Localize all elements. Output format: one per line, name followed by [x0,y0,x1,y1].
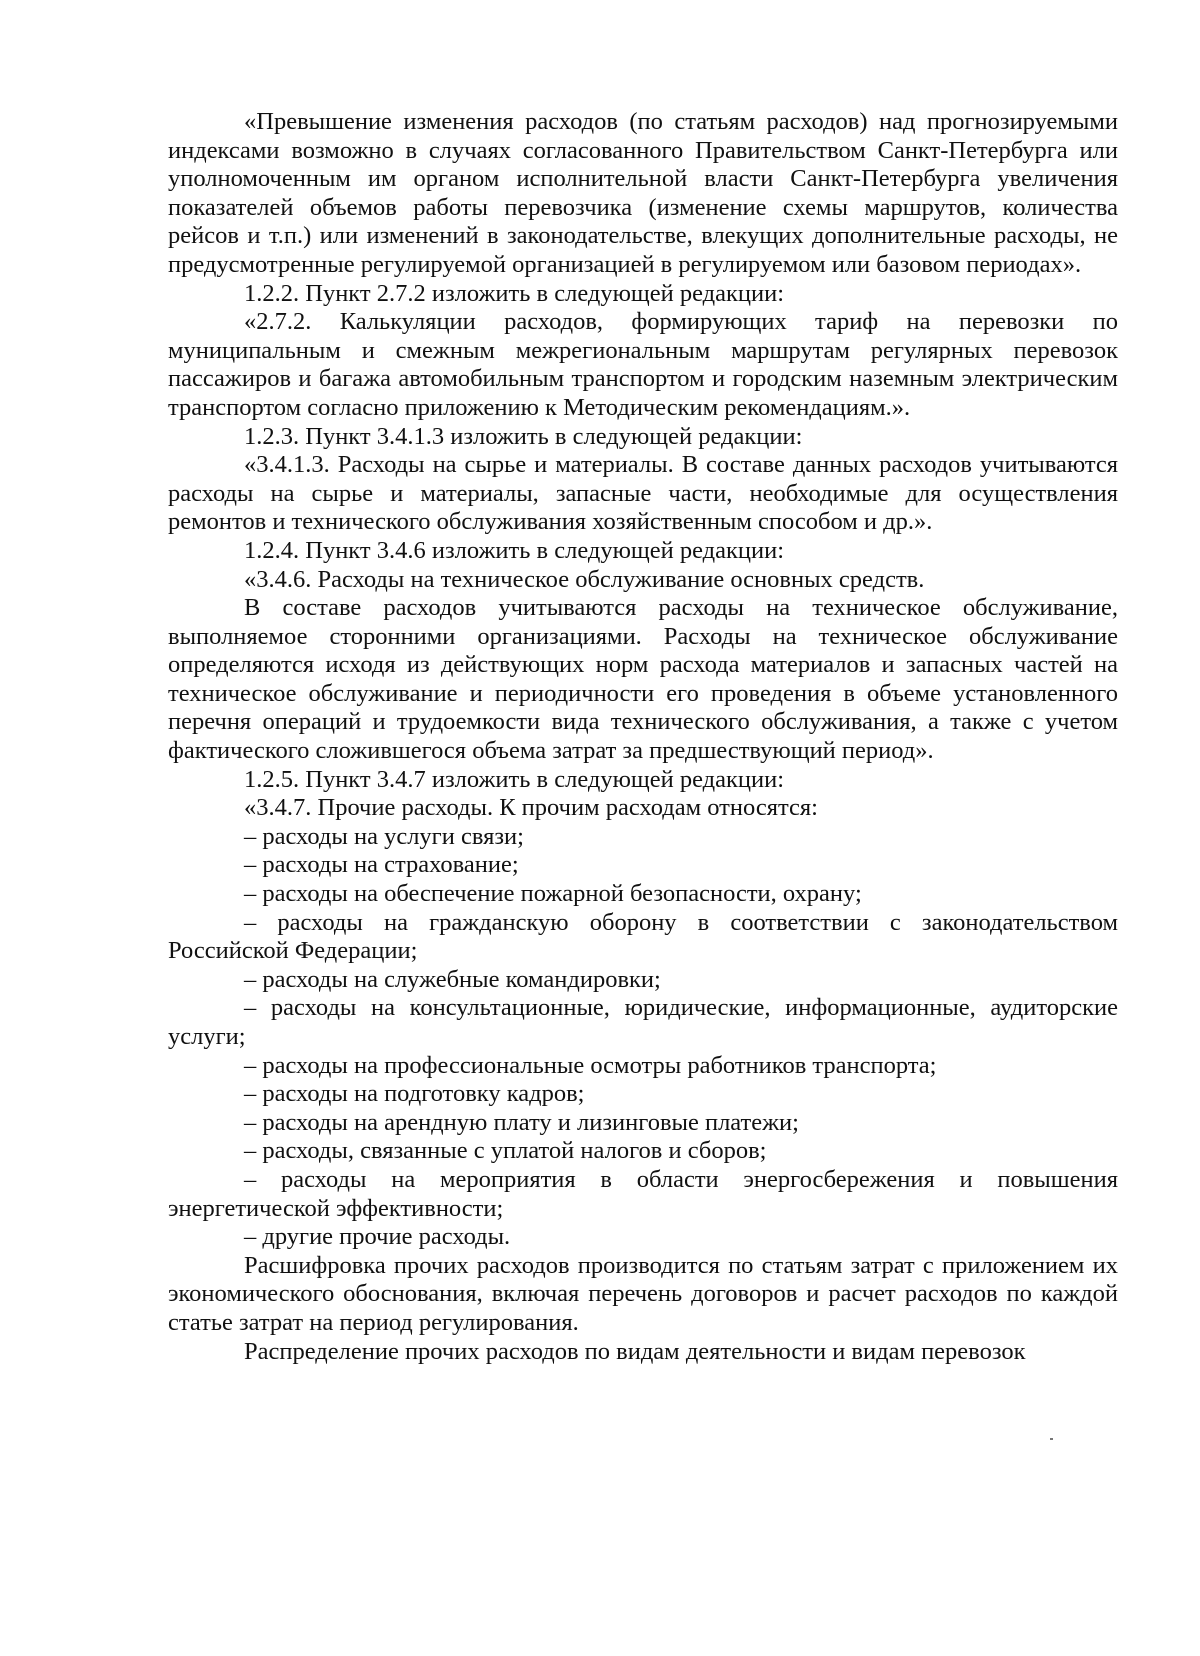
paragraph-3-4-6: «3.4.6. Расходы на техническое обслуживание основных средств. [244,565,925,593]
list-item-business-trips: – расходы на служебные командировки; [244,965,661,993]
paragraph-1-2-3-heading: 1.2.3. Пункт 3.4.1.3 изложить в следующей редакции: [244,422,803,450]
list-item-medical-checks: – расходы на профессиональные осмотры работников транспорта; [244,1051,937,1079]
paragraph-excess-expenses: «Превышение изменения расходов (по статьям расходов) над прогнозируемыми индексами возможно в случаях согласованного Правительством Санкт-Петербурга или уполномоченным им органом исполнительной власти Санкт-Петербурга увеличения показателей объемов работы перевозчика (изменение схемы маршрутов, количества рейсов и т.п.) или изменений в законодательстве, влекущих дополнительные расходы, не предусмотренные регулируемой организацией в регулируемом или базовом периодах». [168,108,1118,278]
paragraph-distribution: Распределение прочих расходов по видам деятельности и видам перевозок [244,1337,1026,1365]
paragraph-2-7-2: «2.7.2. Калькуляции расходов, формирующих тариф на перевозки по муниципальным и смежным межрегиональным маршрутам регулярных перевозок пассажиров и багажа автомобильным транспортом и городским наземным электрическим транспортом согласно приложению к Методическим рекомендациям.». [168,308,1118,421]
paragraph-1-2-4-heading: 1.2.4. Пункт 3.4.6 изложить в следующей редакции: [244,536,785,564]
list-item-consulting: – расходы на консультационные, юридические, информационные, аудиторские услуги; [168,994,1118,1050]
list-item-training: – расходы на подготовку кадров; [244,1080,585,1108]
list-item-other: – другие прочие расходы. [244,1223,511,1251]
scan-speck [1050,1438,1053,1440]
list-item-communication: – расходы на услуги связи; [244,822,524,850]
document-page [168,108,1118,1366]
paragraph-3-4-7: «3.4.7. Прочие расходы. К прочим расходам относятся: [244,794,818,822]
paragraph-3-4-1-3: «3.4.1.3. Расходы на сырье и материалы. В составе данных расходов учитываются расходы на сырье и материалы, запасные части, необходимые для осуществления ремонтов и технического обслуживания хозяйственным способом и др.». [168,451,1118,536]
paragraph-1-2-2-heading: 1.2.2. Пункт 2.7.2 изложить в следующей редакции: [244,279,785,307]
list-item-insurance: – расходы на страхование; [244,851,519,879]
list-item-civil-defense: – расходы на гражданскую оборону в соответствии с законодательством Российской Федерации; [168,908,1118,965]
list-item-fire-safety: – расходы на обеспечение пожарной безопасности, охрану; [244,880,862,908]
list-item-rent-leasing: – расходы на арендную плату и лизинговые платежи; [244,1108,799,1136]
paragraph-breakdown: Расшифровка прочих расходов производится по статьям затрат с приложением их экономического обоснования, включая перечень договоров и расчет расходов по каждой статье затрат на период регулирования. [168,1251,1118,1336]
paragraph-1-2-5-heading: 1.2.5. Пункт 3.4.7 изложить в следующей редакции: [244,765,785,793]
list-item-taxes: – расходы, связанные с уплатой налогов и сборов; [244,1137,767,1165]
list-item-energy-saving: – расходы на мероприятия в области энергосбережения и повышения энергетической эффективности; [168,1165,1118,1222]
paragraph-maintenance-expenses: В составе расходов учитываются расходы на техническое обслуживание, выполняемое сторонними организациями. Расходы на техническое обслуживание определяются исходя из действующих норм расхода материалов и запасных частей на техническое обслуживание и периодичности его проведения в объеме установленного перечня операций и трудоемкости вида технического обслуживания, а также с учетом фактического сложившегося объема затрат за предшествующий период». [168,594,1118,765]
